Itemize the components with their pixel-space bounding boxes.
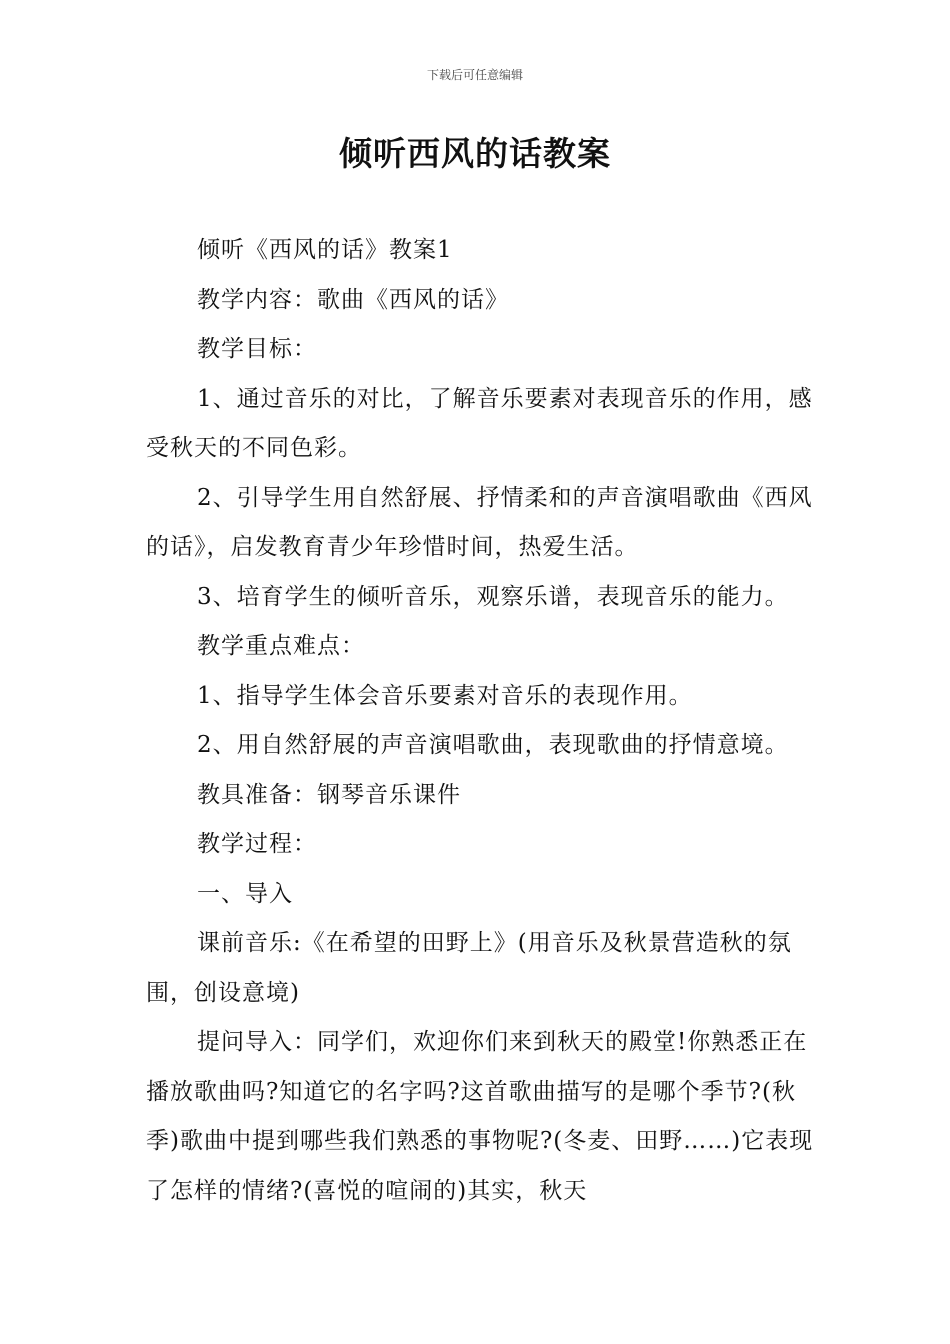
paragraph: 课前音乐:《在希望的田野上》(用音乐及秋景营造秋的氛围，创设意境) [146, 930, 792, 1006]
paragraph: 2、用自然舒展的声音演唱歌曲，表现歌曲的抒情意境。 [197, 732, 789, 758]
paragraph: 教具准备：钢琴音乐课件 [197, 781, 461, 808]
header-note: 下载后可任意编辑 [426, 68, 523, 82]
paragraph: 教学内容：歌曲《西风的话》 [197, 286, 509, 313]
document-title: 倾听西风的话教案 [339, 134, 611, 173]
paragraph: 教学目标： [197, 336, 317, 362]
document-body [146, 226, 816, 1216]
paragraph: 一、导入 [197, 880, 293, 907]
paragraph: 提问导入：同学们，欢迎你们来到秋天的殿堂!你熟悉正在播放歌曲吗?知道它的名字吗?这首歌曲描写的是哪个季节?(秋季)歌曲中提到哪些我们熟悉的事物呢?(冬麦、田野……)它表现了怎样的情绪?(喜悦的喧闹的)其实，秋天 [146, 1029, 814, 1204]
paragraph: 1、通过音乐的对比，了解音乐要素对表现音乐的作用，感受秋天的不同色彩。 [146, 385, 813, 461]
paragraph: 2、引导学生用自然舒展、抒情柔和的声音演唱歌曲《西风的话》，启发教育青少年珍惜时间，热爱生活。 [146, 484, 813, 560]
paragraph: 倾听《西风的话》教案1 [197, 237, 453, 263]
paragraph: 教学过程： [197, 831, 317, 857]
paragraph: 3、培育学生的倾听音乐，观察乐谱，表现音乐的能力。 [197, 583, 789, 610]
paragraph: 教学重点难点： [197, 633, 365, 659]
paragraph: 1、指导学生体会音乐要素对音乐的表现作用。 [197, 682, 693, 709]
